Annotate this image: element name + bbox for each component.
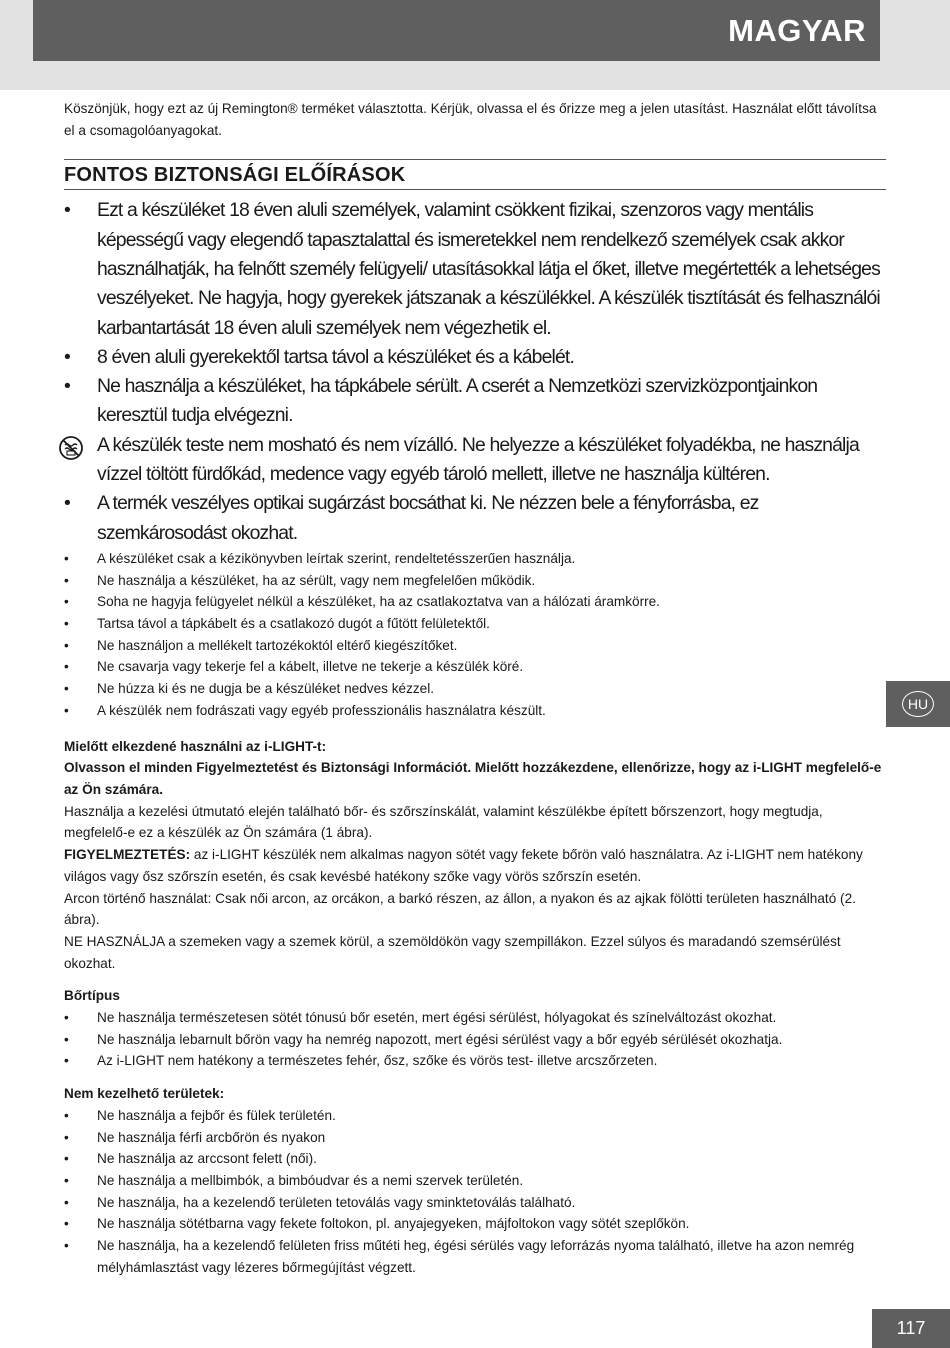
page-content <box>64 98 886 1278</box>
list-item: • 8 éven aluli gyerekektől tartsa távol a készüléket és a kábelét. <box>64 345 574 368</box>
list-item: • Ne használja a készüléket, ha az sérült, vagy nem megfelelően működik. <box>64 572 536 588</box>
list-item: • Ezt a készüléket 18 éven aluli személyek, valamint csökkent fizikai, szenzoros vagy mentális képességű vagy elegendő tapasztalattal és ismeretekkel nem rendelkező személyek csak akkor használhatják, ha felnőtt személy felügyeli/ utasításokkal látja el őket, illetve megértették a lehetséges veszélyeket. Ne hagyja, hogy gyerekek játszanak a készülékkel. A készülék tisztítását és felhasználói karbantartását 18 éven aluli személyek nem végezhetik el. <box>64 199 880 339</box>
warning-label: FIGYELMEZTETÉS: <box>64 847 191 863</box>
list-item: • Ne használja sötétbarna vagy fekete foltokon, pl. anyajegyeken, májfoltokon vagy sötét szeplőkön. <box>64 1216 690 1232</box>
list-item: • A készülék nem fodrászati vagy egyéb professzionális használatra készült. <box>64 702 546 718</box>
language-code-badge: HU <box>902 691 934 717</box>
section-divider-bottom <box>64 189 886 190</box>
safety-large-list <box>64 196 886 548</box>
list-item: • Ne használja a készüléket, ha tápkábele sérült. A cserét a Nemzetközi szervizközpontjainkon keresztül tudja elvégezni. <box>64 375 818 427</box>
before-use-paragraph-2: Arcon történő használat: Csak női arcon, az orcákon, a barkó részen, az állon, a nyakon és az ajkak fölötti területen használható (2. ábra). <box>64 890 856 928</box>
list-item: • Soha ne hagyja felügyelet nélkül a készüléket, ha az csatlakoztatva van a hálózati áramkörre. <box>64 594 660 610</box>
before-use-paragraph-3: NE HASZNÁLJA a szemeken vagy a szemek körül, a szemöldökön vagy szempillákon. Ezzel súlyos és maradandó szemsérülést okozhat. <box>64 933 841 971</box>
language-header <box>33 0 880 61</box>
warning-text: az i-LIGHT készülék nem alkalmas nagyon sötét vagy fekete bőrön való használatra. Az i-LIGHT nem hatékony világos vagy ősz szőrszín esetén, és csak kevésbé hatékony szőke vagy vörös szőrszín esetén. <box>64 847 863 884</box>
list-item: • Ne használja a mellbimbók, a bimbóudvar és a nemi szervek területén. <box>64 1172 524 1188</box>
skin-type-heading: Bőrtípus <box>64 988 120 1004</box>
list-item: • Ne használja férfi arcbőrön és nyakon <box>64 1129 326 1145</box>
safety-small-list <box>64 548 886 722</box>
list-item: • Ne használja természetesen sötét tónusú bőr esetén, mert égési sérülést, hólyagokat és színelváltozást okozhat. <box>64 1010 777 1026</box>
list-item: • Ne húzza ki és ne dugja be a készüléket nedves kézzel. <box>64 681 435 697</box>
untreatable-areas-heading: Nem kezelhető területek: <box>64 1086 225 1102</box>
warning-paragraph <box>64 844 886 887</box>
list-item: • Ne használja lebarnult bőrön vagy ha nemrég napozott, mert égési sérülést vagy a bőr egyéb sérülését okozhatja. <box>64 1031 783 1047</box>
before-use-subheading: Olvasson el minden Figyelmeztetést és Biztonsági Információt. Mielőtt hozzákezdene, ellenőrizze, hogy az i-LIGHT megfelelő-e az Ön számára. <box>64 760 882 797</box>
no-water-icon <box>58 435 84 461</box>
list-item: • Ne csavarja vagy tekerje fel a kábelt, illetve ne tekerje a készülék köré. <box>64 659 524 675</box>
language-title: MAGYAR <box>728 12 866 48</box>
untreatable-areas-list <box>64 1105 886 1279</box>
skin-type-list <box>64 1007 886 1072</box>
safety-section-title: FONTOS BIZTONSÁGI ELŐÍRÁSOK <box>64 164 406 187</box>
list-item: • Az i-LIGHT nem hatékony a természetes fehér, ősz, szőke és vörös test- illetve arcszőrzeten. <box>64 1053 658 1069</box>
list-item: • Ne használja, ha a kezelendő felületen friss műtéti heg, égési sérülés vagy leforrázás nyoma található, illetve ha azon nemrég mélyhámlasztást vagy lézeres bőrmegújítást végzett. <box>64 1238 855 1275</box>
list-item: • A termék veszélyes optikai sugárzást bocsáthat ki. Ne nézzen bele a fényforrásba, ez szemkárosodást okozhat. <box>64 492 759 544</box>
intro-paragraph: Köszönjük, hogy ezt az új Remington® terméket választotta. Kérjük, olvassa el és őrizze meg a jelen utasítást. Használat előtt távolítsa el a csomagolóanyagokat. <box>64 101 877 138</box>
list-item: • Tartsa távol a tápkábelt és a csatlakozó dugót a fűtött felületektől. <box>64 616 490 632</box>
list-item: • Ne használja az arccsont felett (női). <box>64 1151 317 1167</box>
list-item: • Ne használja, ha a kezelendő területen tetoválás vagy sminktetoválás található. <box>64 1194 576 1210</box>
before-use-paragraph-1: Használja a kezelési útmutató elején található bőr- és szőrszínskálát, valamint készülékbe épített bőrszenzort, hogy megtudja, megfelelő-e ez a készülék az Ön számára (1 ábra). <box>64 803 823 841</box>
list-item: • Ne használjon a mellékelt tartozékoktól eltérő kiegészítőket. <box>64 637 458 653</box>
before-use-heading: Mielőtt elkezdené használni az i-LIGHT-t: <box>64 738 327 754</box>
water-warning-item: A készülék teste nem mosható és nem vízálló. Ne helyezze a készüléket folyadékba, ne használja vízzel töltött fürdőkád, medence vagy egyéb tároló mellett, illetve ne használja kültéren. <box>64 431 886 490</box>
list-item: • A készüléket csak a kézikönyvben leírtak szerint, rendeltetésszerűen használja. <box>64 550 576 566</box>
language-side-tab <box>886 681 950 727</box>
page-number: 117 <box>872 1309 950 1348</box>
list-item: • Ne használja a fejbőr és fülek területén. <box>64 1107 336 1123</box>
